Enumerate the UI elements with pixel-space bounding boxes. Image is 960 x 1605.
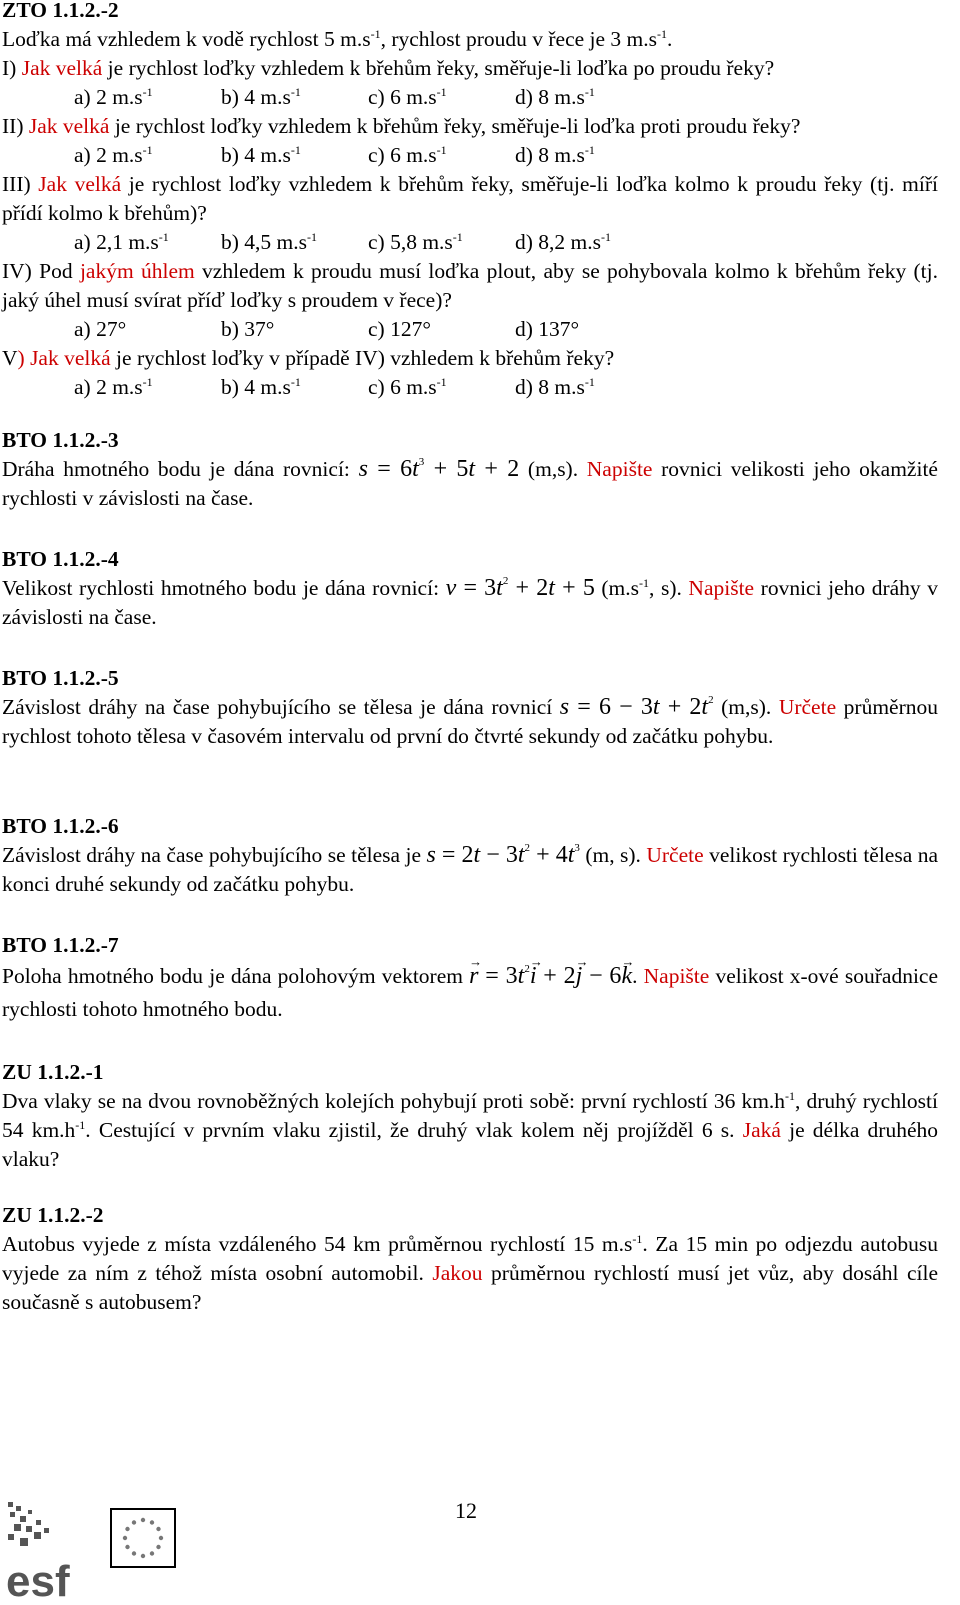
question-2: II) Jak velká je rychlost loďky vzhledem k břehům řeky, směřuje-li loďka proti proudu řeky? xyxy=(2,114,801,138)
question-1: I) Jak velká je rychlost loďky vzhledem k břehům řeky, směřuje-li loďka po proudu řeky? xyxy=(2,56,775,80)
exercise-title: BTO 1.1.2.-5 xyxy=(2,666,119,690)
equation: $s = 6t^3 + 5t + 2$ xyxy=(358,456,520,482)
option-a: a) 2 $m.s^{-1}$ xyxy=(74,85,153,109)
equation: $s = 6 - 3t + 2t^2$ xyxy=(559,694,714,720)
option-d: d) 8 $m.s^{-1}$ xyxy=(515,85,595,109)
option-d: d) 8 $m.s^{-1}$ xyxy=(515,375,595,399)
exercise-title: BTO 1.1.2.-6 xyxy=(2,814,119,838)
option-b: b) 37° xyxy=(221,317,275,341)
question-5-options xyxy=(2,373,938,402)
exercise-text: Dráha hmotného bodu je dána rovnicí: $s = 6t^3 + 5t + 2$ (m,s). Napište rovnici velikosti jeho okamžité rychlosti v závislosti na čase. xyxy=(2,456,938,510)
svg-text:esf: esf xyxy=(6,1557,70,1600)
exercise-title: BTO 1.1.2.-4 xyxy=(2,547,119,571)
option-d: d) 8,2 $m.s^{-1}$ xyxy=(515,230,611,254)
option-c: c) 5,8 $m.s^{-1}$ xyxy=(368,230,463,254)
exercise-bto-1-1-2-5 xyxy=(2,664,938,751)
exercise-bto-1-1-2-3 xyxy=(2,426,938,513)
exercise-bto-1-1-2-7 xyxy=(2,931,938,1026)
exercise-zu-1-1-2-2 xyxy=(2,1201,938,1317)
equation: $v = 3t^2 + 2t + 5$ xyxy=(445,575,595,601)
option-c: c) 6 $m.s^{-1}$ xyxy=(368,375,447,399)
question-4: IV) Pod jakým úhlem vzhledem k proudu musí loďka plout, aby se pohybovala kolmo k břehům řeky (tj. jaký úhel musí svírat příď loďky s proudem v řece)? xyxy=(2,259,938,312)
option-a: a) 27° xyxy=(74,317,127,341)
exercise-text: Dva vlaky se na dvou rovnoběžných kolejích pohybují proti sobě: první rychlostí 36 $km.h^{-1}$, druhý rychlostí 54 $km.h^{-1}$. Cestující v prvním vlaku zjistil, že druhý vlak kolem něj projížděl 6 s. Jaká je délka druhého vlaku? xyxy=(2,1089,938,1171)
option-b: b) 4 $m.s^{-1}$ xyxy=(221,85,301,109)
question-3-options xyxy=(2,228,938,257)
option-c: c) 6 $m.s^{-1}$ xyxy=(368,143,447,167)
option-b: b) 4,5 $m.s^{-1}$ xyxy=(221,230,317,254)
esf-logo-icon xyxy=(6,1500,80,1600)
exercise-text: Autobus vyjede z místa vzdáleného 54 km průměrnou rychlostí 15 $m.s^{-1}$. Za 15 min po odjezdu autobusu vyjede za ním z téhož místa osobní automobil. Jakou průměrnou rychlostí musí jet vůz, aby dosáhl cíle současně s autobusem? xyxy=(2,1232,938,1314)
eu-flag-icon xyxy=(110,1508,176,1568)
exercise-text: Závislost dráhy na čase pohybujícího se tělesa je dána rovnicí $s = 6 - 3t + 2t^2$ (m,s). Určete průměrnou rychlost tohoto tělesa v časovém intervalu od první do čtvrté sekundy od začátku pohybu. xyxy=(2,694,938,748)
exercise-bto-1-1-2-4 xyxy=(2,545,938,632)
question-2-options xyxy=(2,141,938,170)
exercise-text: Závislost dráhy na čase pohybujícího se tělesa je $s = 2t - 3t^2 + 4t^3$ (m, s). Určete velikost rychlosti tělesa na konci druhé sekundy od začátku pohybu. xyxy=(2,842,938,896)
page-number: 12 xyxy=(455,1498,477,1523)
exercise-title: ZTO 1.1.2.-2 xyxy=(2,0,119,22)
exercise-title: ZU 1.1.2.-1 xyxy=(2,1060,104,1084)
exercise-zto-1-1-2-2 xyxy=(2,0,938,402)
exercise-zu-1-1-2-1 xyxy=(2,1058,938,1174)
equation: $s = 2t - 3t^2 + 4t^3$ xyxy=(426,842,580,868)
question-1-options xyxy=(2,83,938,112)
option-a: a) 2 $m.s^{-1}$ xyxy=(74,375,153,399)
option-b: b) 4 $m.s^{-1}$ xyxy=(221,375,301,399)
question-3: III) Jak velká je rychlost loďky vzhledem k břehům řeky, směřuje-li loďka kolmo k proudu řeky (tj. míří přídí kolmo k břehům)? xyxy=(2,172,938,225)
exercise-text: Velikost rychlosti hmotného bodu je dána rovnicí: $v = 3t^2 + 2t + 5$ ($m.s^{-1}$, s). Napište rovnici jeho dráhy v závislosti na čase. xyxy=(2,575,938,629)
option-a: a) 2 $m.s^{-1}$ xyxy=(74,143,153,167)
option-c: c) 127° xyxy=(368,317,431,341)
option-d: d) 8 $m.s^{-1}$ xyxy=(515,143,595,167)
option-c: c) 6 $m.s^{-1}$ xyxy=(368,85,447,109)
option-a: a) 2,1 $m.s^{-1}$ xyxy=(74,230,169,254)
option-d: d) 137° xyxy=(515,317,580,341)
option-b: b) 4 $m.s^{-1}$ xyxy=(221,143,301,167)
exercise-bto-1-1-2-6 xyxy=(2,812,938,899)
position-vector-equation: → $r = 3t^2\to i + 2\to j - 6\to k$ xyxy=(469,963,632,989)
exercise-intro: Loďka má vzhledem k vodě rychlost 5 $m.s^{-1}$, rychlost proudu v řece je 3 $m.s^{-1}$. xyxy=(2,27,673,51)
exercise-title: BTO 1.1.2.-3 xyxy=(2,428,119,452)
exercise-title: BTO 1.1.2.-7 xyxy=(2,933,119,957)
exercise-text: Poloha hmotného bodu je dána polohovým vektorem → $r = 3t^2\to i + 2\to j - 6\to k$. Napište velikost x-ové souřadnice rychlosti tohoto hmotného bodu. xyxy=(2,960,938,1026)
exercise-title: ZU 1.1.2.-2 xyxy=(2,1203,104,1227)
question-4-options xyxy=(2,315,938,344)
question-5: V) Jak velká je rychlost loďky v případě IV) vzhledem k břehům řeky? xyxy=(2,346,615,370)
